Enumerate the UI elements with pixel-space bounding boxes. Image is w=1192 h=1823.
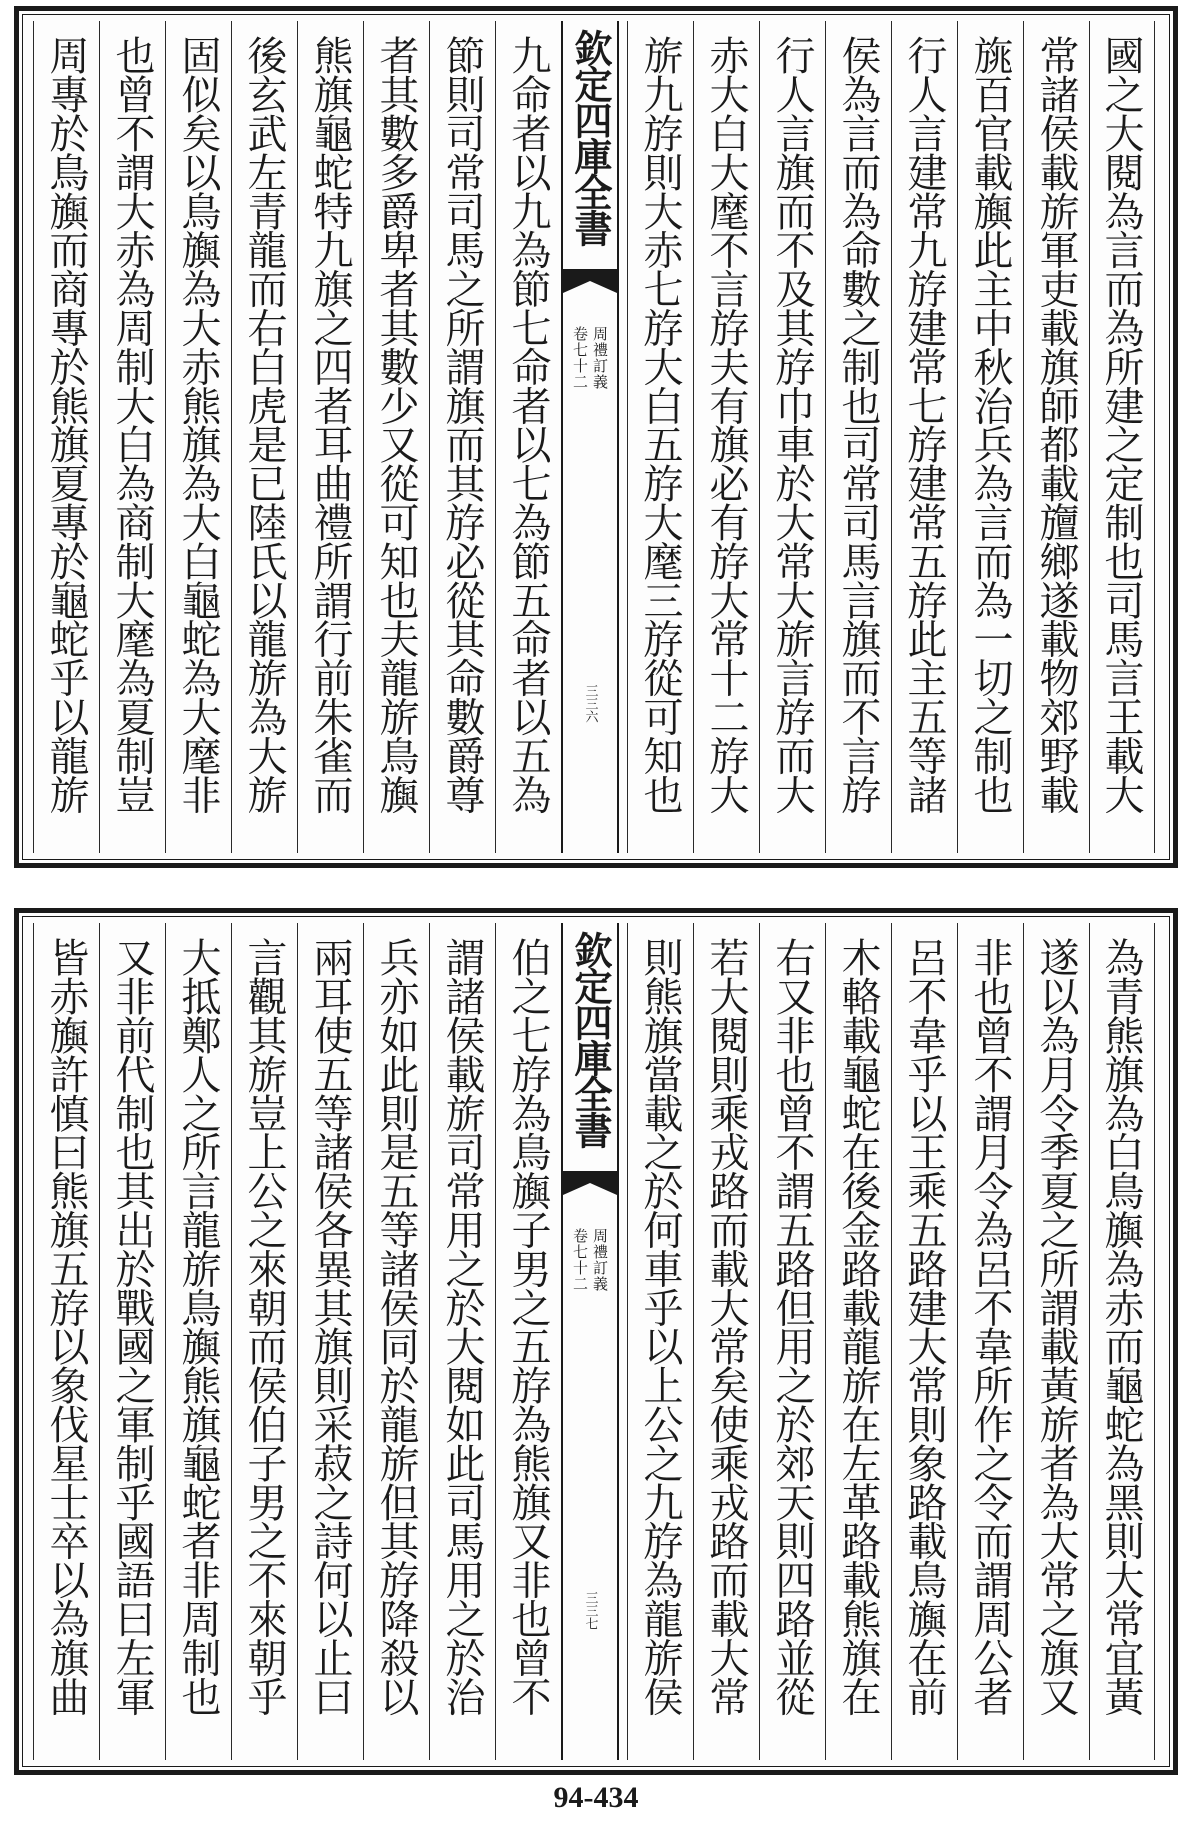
text-column: 又非前代制也其出於戰國之軍制乎國語曰左軍 — [99, 923, 165, 1760]
text-column: 大抵鄭人之所言龍旂鳥旟熊旗龜蛇者非周制也 — [165, 923, 231, 1760]
text-column: 旐百官載旟此主中秋治兵為言而為一切之制也 — [957, 21, 1023, 853]
text-column: 也曾不謂大赤為周制大白為商制大麾為夏制豈 — [99, 21, 165, 853]
center-gutter — [561, 923, 619, 1760]
center-gutter — [561, 21, 619, 853]
text-column: 侯為言而為命數之制也司常司馬言旗而不言斿 — [825, 21, 891, 853]
text-column: 周專於鳥旟而商專於熊旗夏專於龜蛇乎以龍旂 — [33, 21, 99, 853]
text-column: 非也曾不謂月令為呂不韋所作之令而謂周公者 — [957, 923, 1023, 1760]
text-column: 者其數多爵卑者其數少又從可知也夫龍旂鳥旟 — [363, 21, 429, 853]
text-column: 兩耳使五等諸侯各異其旗則采菽之詩何以止曰 — [297, 923, 363, 1760]
text-column: 則熊旗當載之於何車乎以上公之九斿為龍旂侯 — [627, 923, 693, 1760]
text-column: 呂不韋乎以王乘五路建大常則象路載鳥旟在前 — [891, 923, 957, 1760]
text-column: 熊旗龜蛇特九旗之四者耳曲禮所謂行前朱雀而 — [297, 21, 363, 853]
text-column: 行人言建常九斿建常七斿建常五斿此主五等諸 — [891, 21, 957, 853]
text-column: 言觀其旂豈上公之來朝而侯伯子男之不來朝乎 — [231, 923, 297, 1760]
fish-tail-ornament — [563, 1173, 617, 1203]
text-column: 遂以為月令季夏之所謂載黃旂者為大常之旗又 — [1023, 923, 1089, 1760]
text-column: 謂諸侯載旂司常用之於大閱如此司馬用之於治 — [429, 923, 495, 1760]
text-column: 旂九斿則大赤七斿大白五斿大麾三斿從可知也 — [627, 21, 693, 853]
text-column: 節則司常司馬之所謂旗而其斿必從其命數爵尊 — [429, 21, 495, 853]
text-column: 伯之七斿為鳥旟子男之五斿為熊旗又非也曾不 — [495, 923, 561, 1760]
text-column: 為青熊旗為白鳥旟為赤而龜蛇為黑則大常宜黃 — [1089, 923, 1155, 1760]
text-column: 行人言旗而不及其斿巾車於大常大旂言斿而大 — [759, 21, 825, 853]
text-column: 固似矣以鳥旟為大赤熊旗為大白龜蛇為大麾非 — [165, 21, 231, 853]
gutter-subtitle: 周禮訂義 卷七十二 — [571, 1228, 609, 1292]
text-column: 九命者以九為節七命者以七為節五命者以五為 — [495, 21, 561, 853]
text-column: 國之大閱為言而為所建之定制也司馬言王載大 — [1089, 21, 1155, 853]
book-title: 欽定四庫全書 — [563, 923, 617, 1173]
text-column: 後玄武左青龍而右白虎是已陸氏以龍旂為大旂 — [231, 21, 297, 853]
bottom-page — [14, 908, 1178, 1775]
text-column: 兵亦如此則是五等諸侯同於龍旂但其斿降殺以 — [363, 923, 429, 1760]
text-column: 常諸侯載旂軍吏載旗師都載旜鄉遂載物郊野載 — [1023, 21, 1089, 853]
text-column: 右又非也曾不謂五路但用之於郊天則四路並從 — [759, 923, 825, 1760]
bottom-page-text-frame — [29, 923, 1163, 1760]
top-page-text-frame — [29, 21, 1163, 853]
gutter-subtitle: 周禮訂義 卷七十二 — [571, 326, 609, 390]
gutter-page-number: 三三七 — [582, 1591, 598, 1630]
text-column: 皆赤旟許慎曰熊旗五斿以象伐星士卒以為旗曲 — [33, 923, 99, 1760]
text-column: 赤大白大麾不言斿夫有旗必有斿大常十二斿大 — [693, 21, 759, 853]
top-page — [14, 6, 1178, 868]
text-column: 木輅載龜蛇在後金路載龍旂在左革路載熊旗在 — [825, 923, 891, 1760]
footer-page-label: 94-434 — [553, 1781, 639, 1814]
book-title: 欽定四庫全書 — [563, 21, 617, 271]
fish-tail-ornament — [563, 271, 617, 301]
gutter-page-number: 三三六 — [582, 684, 598, 723]
text-column: 若大閱則乘戎路而載大常矣使乘戎路而載大常 — [693, 923, 759, 1760]
